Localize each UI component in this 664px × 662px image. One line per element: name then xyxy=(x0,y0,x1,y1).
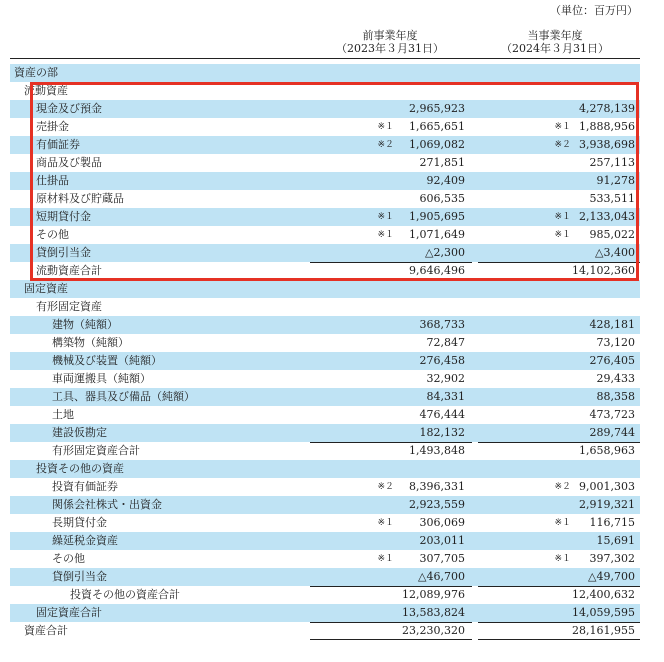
curr-year-date: （2024年３月31日） xyxy=(501,42,609,55)
curr-value: 91,278 xyxy=(596,174,635,187)
curr-value: 397,302 xyxy=(589,552,635,565)
row-label: 貸倒引当金 xyxy=(52,570,107,583)
subtotal-rule xyxy=(310,586,472,587)
curr-value: 533,511 xyxy=(589,192,635,205)
table-row xyxy=(10,370,640,388)
prev-value: 8,396,331 xyxy=(409,480,465,493)
row-label: 現金及び預金 xyxy=(36,102,102,115)
curr-value: 257,113 xyxy=(589,156,635,169)
prev-value: 307,705 xyxy=(419,552,465,565)
row-label: 固定資産 xyxy=(24,282,68,295)
curr-year-title: 当事業年度 xyxy=(527,29,583,42)
table-row xyxy=(10,334,640,352)
curr-value: 15,691 xyxy=(596,534,635,547)
curr-value: 3,938,698 xyxy=(579,138,635,151)
row-label: 投資有価証券 xyxy=(52,480,118,493)
row-label: 仕掛品 xyxy=(36,174,69,187)
current-assets-highlight-box xyxy=(30,82,639,281)
curr-value: 276,405 xyxy=(589,354,635,367)
curr-value: 1,888,956 xyxy=(579,120,635,133)
curr-value: 4,278,139 xyxy=(579,102,635,115)
prev-value: 1,069,082 xyxy=(409,138,465,151)
row-label: その他 xyxy=(52,552,85,565)
row-label: 長期貸付金 xyxy=(52,516,107,529)
table-row xyxy=(10,514,640,532)
table-row xyxy=(10,388,640,406)
row-label: 貸倒引当金 xyxy=(36,246,91,259)
prev-value: 1,905,695 xyxy=(409,210,465,223)
curr-value: 29,433 xyxy=(596,372,635,385)
prev-value: △46,700 xyxy=(418,570,465,583)
prev-value: 72,847 xyxy=(426,336,465,349)
prev-value: 276,458 xyxy=(419,354,465,367)
prev-value: 13,583,824 xyxy=(402,606,465,619)
row-label: 短期貸付金 xyxy=(36,210,91,223)
prev-value: 2,923,559 xyxy=(409,498,465,511)
subtotal-rule xyxy=(478,586,640,587)
curr-note-ref: ※１ xyxy=(554,554,571,564)
table-row xyxy=(10,568,640,586)
row-label: 商品及び製品 xyxy=(36,156,102,169)
curr-value: 428,181 xyxy=(589,318,635,331)
curr-value: 985,022 xyxy=(589,228,635,241)
row-label: 投資その他の資産 xyxy=(36,462,124,475)
prev-value: 23,230,320 xyxy=(402,624,465,637)
curr-note-ref: ※２ xyxy=(554,482,571,492)
prev-value: 1,665,651 xyxy=(409,120,465,133)
prev-year-title: 前事業年度 xyxy=(362,29,418,42)
table-row xyxy=(10,478,640,496)
row-label: 有形固定資産合計 xyxy=(52,444,140,457)
curr-value: 2,133,043 xyxy=(579,210,635,223)
subtotal-rule xyxy=(478,622,640,623)
curr-value: 14,102,360 xyxy=(572,264,635,277)
curr-value: 28,161,955 xyxy=(572,624,635,637)
row-label: 売掛金 xyxy=(36,120,69,133)
prev-value: 2,965,923 xyxy=(409,102,465,115)
prev-value: 271,851 xyxy=(419,156,465,169)
row-label: 建設仮勘定 xyxy=(52,426,107,439)
total-rule xyxy=(310,639,472,640)
row-label: 土地 xyxy=(52,408,74,421)
prev-note-ref: ※１ xyxy=(377,554,394,564)
row-label: 有形固定資産 xyxy=(36,300,102,313)
table-row xyxy=(10,64,640,82)
curr-value: 14,059,595 xyxy=(572,606,635,619)
prev-value: △2,300 xyxy=(425,246,465,259)
curr-value: 1,658,963 xyxy=(579,444,635,457)
prev-value: 203,011 xyxy=(419,534,465,547)
prev-value: 368,733 xyxy=(419,318,465,331)
row-label: 資産の部 xyxy=(14,66,58,79)
curr-note-ref: ※２ xyxy=(554,140,571,150)
curr-value: 12,400,632 xyxy=(572,588,635,601)
curr-year-header xyxy=(455,29,655,55)
table-row xyxy=(10,496,640,514)
row-label: 投資その他の資産合計 xyxy=(70,588,180,601)
table-row xyxy=(10,298,640,316)
prev-value: 182,132 xyxy=(419,426,465,439)
curr-note-ref: ※１ xyxy=(554,518,571,528)
row-label: 関係会社株式・出資金 xyxy=(52,498,162,511)
subtotal-rule xyxy=(310,622,472,623)
curr-value: 2,919,321 xyxy=(579,498,635,511)
prev-value: 9,646,496 xyxy=(409,264,465,277)
prev-year-date: （2023年３月31日） xyxy=(336,42,444,55)
table-row xyxy=(10,316,640,334)
prev-value: 476,444 xyxy=(419,408,465,421)
row-label: 工具、器具及び備品（純額） xyxy=(52,390,195,403)
curr-value: 9,001,303 xyxy=(579,480,635,493)
curr-value: 289,744 xyxy=(589,426,635,439)
row-label: その他 xyxy=(36,228,69,241)
prev-note-ref: ※１ xyxy=(377,230,394,240)
row-label: 車両運搬具（純額） xyxy=(52,372,151,385)
row-label: 有価証券 xyxy=(36,138,80,151)
table-row xyxy=(10,460,640,478)
prev-value: 92,409 xyxy=(426,174,465,187)
total-rule xyxy=(478,639,640,640)
unit-label: （単位：百万円） xyxy=(550,4,638,17)
table-row xyxy=(10,586,640,604)
row-label: 固定資産合計 xyxy=(36,606,102,619)
prev-value: 12,089,976 xyxy=(402,588,465,601)
curr-value: △49,700 xyxy=(588,570,635,583)
curr-value: 73,120 xyxy=(596,336,635,349)
table-row xyxy=(10,442,640,460)
prev-value: 1,071,649 xyxy=(409,228,465,241)
row-label: 原材料及び貯蔵品 xyxy=(36,192,124,205)
prev-note-ref: ※２ xyxy=(377,140,394,150)
prev-note-ref: ※１ xyxy=(377,212,394,222)
prev-note-ref: ※２ xyxy=(377,482,394,492)
curr-note-ref: ※１ xyxy=(554,212,571,222)
table-row xyxy=(10,424,640,442)
prev-note-ref: ※１ xyxy=(377,518,394,528)
table-row xyxy=(10,532,640,550)
table-row xyxy=(10,406,640,424)
prev-value: 1,493,848 xyxy=(409,444,465,457)
curr-note-ref: ※１ xyxy=(554,122,571,132)
curr-value: 473,723 xyxy=(589,408,635,421)
curr-note-ref: ※１ xyxy=(554,230,571,240)
prev-value: 606,535 xyxy=(419,192,465,205)
header-rule xyxy=(10,58,640,59)
row-label: 機械及び装置（純額） xyxy=(52,354,162,367)
prev-note-ref: ※１ xyxy=(377,122,394,132)
curr-value: 88,358 xyxy=(596,390,635,403)
row-label: 構築物（純額） xyxy=(52,336,129,349)
table-row xyxy=(10,550,640,568)
row-label: 繰延税金資産 xyxy=(52,534,118,547)
row-label: 資産合計 xyxy=(24,624,68,637)
prev-value: 32,902 xyxy=(426,372,465,385)
row-label: 流動資産 xyxy=(24,84,68,97)
subtotal-rule xyxy=(478,442,640,443)
row-label: 建物（純額） xyxy=(52,318,118,331)
curr-value: △3,400 xyxy=(595,246,635,259)
table-row xyxy=(10,280,640,298)
curr-value: 116,715 xyxy=(589,516,635,529)
prev-value: 306,069 xyxy=(419,516,465,529)
table-row xyxy=(10,622,640,640)
subtotal-rule xyxy=(310,442,472,443)
prev-value: 84,331 xyxy=(426,390,465,403)
table-row xyxy=(10,352,640,370)
row-label: 流動資産合計 xyxy=(36,264,102,277)
table-row xyxy=(10,604,640,622)
